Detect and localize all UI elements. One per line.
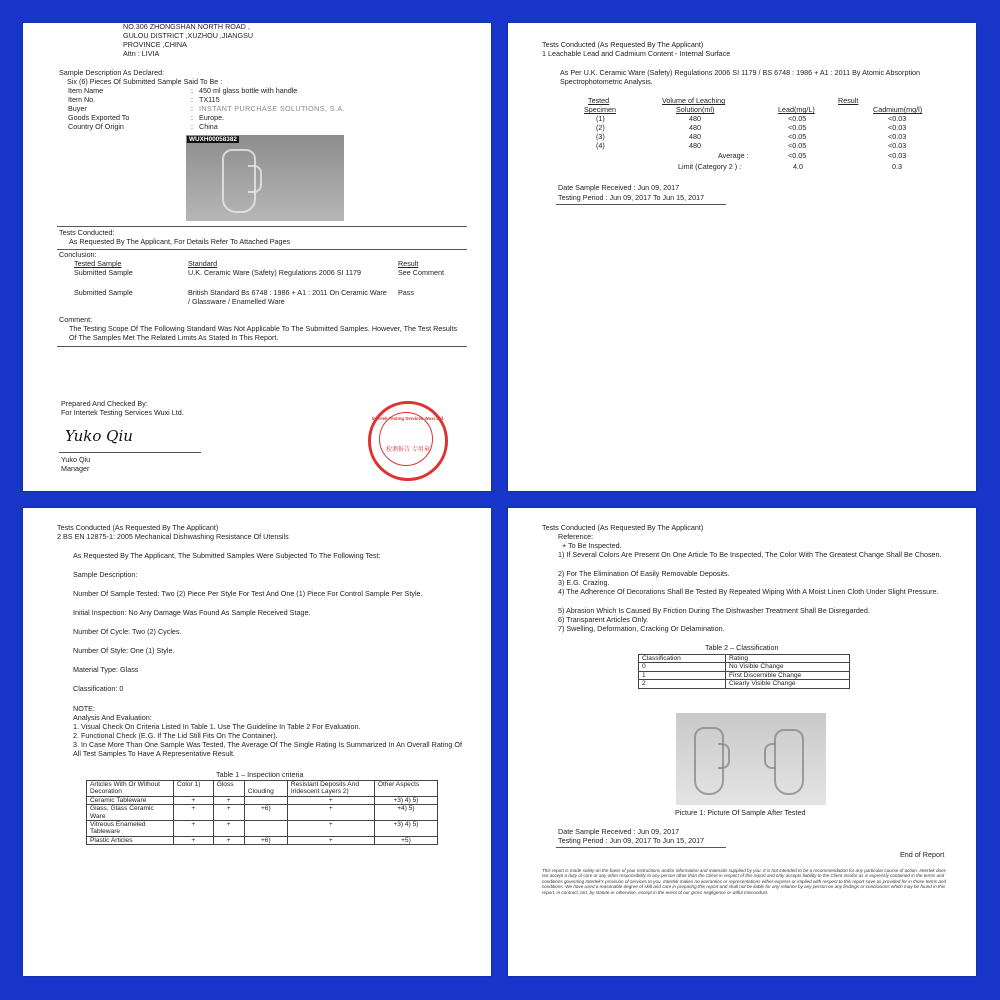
reference-item: 7) Swelling, Deformation, Cracking Or Delamination. [558,624,725,633]
row-cad: <0.03 [888,141,907,150]
text-line: Number Of Sample Tested: Two (2) Piece Per Style For Test And One (1) Piece For Control Sample Per Style. [73,589,423,598]
tests-text: As Requested By The Applicant, For Details Refer To Attached Pages [69,237,291,246]
divider [556,204,726,205]
table-caption: Table 2 – Classification [705,643,779,652]
row-vol: 480 [689,141,701,150]
reference-item: 3) E.G. Crazing. [558,578,610,587]
disclaimer: This report is made solely on the basis of your instructions and/or information and materials supplied by you. It is not intended to be a recommendation for any particular course of action. Intertek does not accept a duty of care or any other responsibility to any person other than the Client in respect of this report and only accepts liability to the Client insofar as is expressly contained in the terms and conditions governing Intertek's provision of services to you. Intertek makes no warranties or representations either express or implied with respect to this report save as provided for in those terms and conditions. We have used a reasonable degree of skill and care in preparing this report and shall not be liable for any reliance by any person on any findings or conclusions which may be found in this report, in contract, tort, by statute or otherwise, except in the event of our gross negligence or wilful misconduct. [542,868,947,895]
sample-heading: Sample Description As Declared: [59,68,165,77]
col-tested-sample: Tested Sample [74,259,122,268]
divider [57,346,467,347]
reference-item: 4) The Adherence Of Decorations Shall Be Tested By Repeated Wiping With A Moist Linen Cloth Under Slight Pressure. [558,587,939,596]
stamp-sub: 检测报告 专用章 [386,447,430,453]
table-cell: Glass, Glass Ceramic Ware [87,805,174,821]
average-lead: <0.05 [788,151,807,160]
row-lead: <0.05 [788,114,807,123]
reference-item: 2) For The Elimination Of Easily Removable Deposits. [558,569,730,578]
table-header: Gloss [213,781,244,797]
text-line: Material Type: Glass [73,665,139,674]
date-received: Date Sample Received : Jun 09, 2017 [558,827,680,836]
table-cell: + [213,821,244,837]
method-text: As Per U.K. Ceramic Ware (Safety) Regulations 2006 SI 1179 / BS 6748 : 1986 + A1 : 2011 By Atomic Absorption Spectrophotometric Analysis. [560,68,921,86]
conclusion-standard: British Standard Bs 6748 : 1986 + A1 : 2011 On Ceramic Ware / Glassware / Enamelled Ware [188,288,387,306]
col-result: Result [838,96,859,105]
limit-label: Limit (Category 2 ) : [678,162,742,171]
table-header: Classification [639,655,726,663]
reference-heading: Reference: [558,532,594,541]
limit-cad: 0.3 [892,162,902,171]
col-cadmium: Cadmium(mg/l) [873,105,923,114]
jar-handle [248,165,262,193]
note: NOTE: [73,704,95,713]
table-row [87,805,438,821]
table-cell: + [287,796,374,804]
row-vol: 480 [689,123,701,132]
conclusion-sample: Submitted Sample [74,288,133,297]
table-cell: +5) [374,836,437,844]
field-value: INSTANT PURCHASE SOLUTIONS, S.A. [199,104,345,113]
classification-table [638,654,850,689]
analysis-item: 2. Functional Check (E.G. If The Lid Still Fits On The Container). [73,731,278,740]
address-line-3: PROVINCE ,CHINA [123,40,187,49]
limit-lead: 4.0 [793,162,803,171]
company-stamp [368,401,448,481]
text-line: As Requested By The Applicant, The Submitted Samples Were Subjected To The Following Test: [73,551,381,560]
table-cell [244,821,287,837]
table-header: Rating [726,655,850,663]
row-spec: (4) [596,141,605,150]
jar-shape [774,729,804,795]
field-label: Goods Exported To [68,113,130,122]
field-value: China [199,122,218,131]
inspection-table [86,780,438,845]
table-cell: + [174,836,214,844]
address-line-2: GULOU DISTRICT ,XUZHOU ,JIANGSU [123,31,254,40]
reference-item: 1) If Several Colors Are Present On One Article To Be Inspected, The Color With The Greatest Change Shall Be Chosen. [558,550,942,559]
table-row [87,836,438,844]
table-cell: 0 [639,663,726,671]
table-cell: +3) 4) 5) [374,796,437,804]
report-page-1: NO.306 ZHONGSHAN NORTH ROAD , GULOU DISTRICT ,XUZHOU ,JIANGSU PROVINCE ,CHINA Attn : LIVIA Sample Description As Declared: Six (6) Pieces Of Submitted Sample Said To Be : Item Name : 450 ml glass bottle with handle Item No. : TX115 Buyer : INSTANT PURCHASE SOLUTIONS, S.A. Goods Exported To : Europe. Country Of Origin : China WUXH00058382 Tests Conducted: As Requested By The Applicant, For Details Refer To Attached Pages Conclusion: Tested Sample Standard Result Submitted Sample U.K. Ceramic Ware (Safety) Regulations 2006 SI 1179 See Comment Submitted Sample British Standard Bs 6748 : 1986 + A1 : 2011 On Ceramic Ware / Glassware / Enamelled Ware Pass Comment: The Testing Scope Of The Following Standard Was Not Applicable To The Submitted Samples. However, The Test Results Of The Samples Met The Related Limits As Stated In This Report. Prepared And Checked By: For Intertek Testing Services Wuxi Ltd. Yuko Qiu Yuko Qiu Manager Intertek Testing Services Wuxi Ltd. 检测报告 专用章 [23,23,491,491]
table-cell: + [287,821,374,837]
table-cell: 1 [639,671,726,679]
field-label: Country Of Origin [68,122,124,131]
table-caption: Table 1 – Inspection criteria [216,770,304,779]
date-received: Date Sample Received : Jun 09, 2017 [558,183,680,192]
table-cell: Ceramic Tableware [87,796,174,804]
row-vol: 480 [689,114,701,123]
sample-photo [186,135,344,221]
end-of-report: End of Report [900,850,945,859]
address-line-1: NO.306 ZHONGSHAN NORTH ROAD , [123,23,250,31]
table-cell [244,796,287,804]
field-label: Buyer [68,104,87,113]
row-lead: <0.05 [788,132,807,141]
table-cell: + [213,836,244,844]
divider [57,226,467,227]
jar-handle [718,743,730,769]
row-cad: <0.03 [888,114,907,123]
report-page-3 [23,508,491,976]
conclusion-heading: Conclusion: [59,250,97,259]
analysis-heading: Analysis And Evaluation: [73,713,152,722]
table-row [87,821,438,837]
report-page-4 [508,508,976,976]
text-line: Initial Inspection: No Any Damage Was Found As Sample Received Stage. [73,608,311,617]
tests-heading: Tests Conducted: [59,228,115,237]
table-cell: Plastic Articles [87,836,174,844]
table-cell: +6) [244,805,287,821]
table-cell: +3) 4) 5) [374,821,437,837]
analysis-item: 1. Visual Check On Criteria Listed In Table 1. Use The Guideline In Table 2 For Evaluation. [73,722,361,731]
picture-caption: Picture 1: Picture Of Sample After Tested [675,808,806,817]
table-header: Resistant Deposits And Iridescent Layers 2) [287,781,374,797]
col-volume: Volume of Leaching [662,96,726,105]
table-row [639,663,850,671]
table-header-row [639,655,850,663]
table-header: Color 1) [174,781,214,797]
reference-item: 6) Transparent Articles Only. [558,615,649,624]
row-lead: <0.05 [788,123,807,132]
table-cell: 2 [639,680,726,688]
testing-period: Testing Period : Jun 09, 2017 To Jun 15, 2017 [558,836,705,845]
table-header-row [87,781,438,797]
table-cell: +6) [244,836,287,844]
col-solution: Solution(ml) [676,105,715,114]
table-row [87,796,438,804]
table-cell: + [174,821,214,837]
text-line: Sample Description: [73,570,138,579]
col-tested: Tested [588,96,610,105]
page-header: Tests Conducted (As Requested By The Applicant) [542,40,704,49]
table-cell: + [174,805,214,821]
text-line: Number Of Style: One (1) Style. [73,646,175,655]
address-attn: Attn : LIVIA [123,49,160,58]
signature: Yuko Qiu [65,427,133,445]
sample-intro: Six (6) Pieces Of Submitted Sample Said To Be : [67,77,223,86]
report-page-2 [508,23,976,491]
comment-text: The Testing Scope Of The Following Standard Was Not Applicable To The Submitted Samples. However, The Test Results Of The Samples Met The Related Limits As Stated In This Report. [69,324,458,342]
analysis-item: 3. In Case More Than One Sample Was Tested, The Average Of The Single Rating Is Summarized In An Overall Rating Of All Test Samples To Have A Representative Result. [73,740,462,758]
table-cell: + [213,796,244,804]
stamp-text: Intertek Testing Services Wuxi Ltd. [371,416,445,421]
conclusion-sample: Submitted Sample [74,268,133,277]
field-value: 450 ml glass bottle with handle [199,86,298,95]
row-lead: <0.05 [788,141,807,150]
conclusion-standard: U.K. Ceramic Ware (Safety) Regulations 2006 SI 1179 [188,268,361,277]
conclusion-result: See Comment [398,268,444,277]
signature-line [59,452,201,453]
row-spec: (1) [596,114,605,123]
prepared-for: For Intertek Testing Services Wuxi Ltd. [61,408,184,417]
reference-item: + To Be Inspected. [562,541,622,550]
row-vol: 480 [689,132,701,141]
table-row [639,680,850,688]
table-cell: Vitreous Enameled Tableware [87,821,174,837]
row-cad: <0.03 [888,132,907,141]
reference-item: 5) Abrasion Which Is Caused By Friction During The Dishwasher Treatment Shall Be Disregarded. [558,606,870,615]
average-label: Average : [718,151,749,160]
row-spec: (3) [596,132,605,141]
table-cell: First Discernible Change [726,671,850,679]
comment-heading: Comment: [59,315,93,324]
text-line: Classification: 0 [73,684,124,693]
table-cell: + [174,796,214,804]
field-label: Item No. [68,95,96,104]
testing-period: Testing Period : Jun 09, 2017 To Jun 15, 2017 [558,193,705,202]
page-header: Tests Conducted (As Requested By The Applicant) [57,523,219,532]
table-header: Clouding [244,781,287,797]
text-line: Number Of Cycle: Two (2) Cycles. [73,627,182,636]
row-spec: (2) [596,123,605,132]
photo-tag: WUXH00058382 [189,136,237,143]
conclusion-result: Pass [398,288,414,297]
section-title: 1 Leachable Lead and Cadmium Content - Internal Surface [542,49,731,58]
field-value: TX115 [199,95,220,104]
average-cad: <0.03 [888,151,907,160]
field-label: Item Name [68,86,104,95]
table-row [639,671,850,679]
table-cell: + [287,836,374,844]
page-header: Tests Conducted (As Requested By The Applicant) [542,523,704,532]
after-test-photo [676,713,826,805]
table-cell: + [213,805,244,821]
table-cell: No Visible Change [726,663,850,671]
divider [556,847,726,848]
table-cell: +4) 5) [374,805,437,821]
prepared-by: Prepared And Checked By: [61,399,148,408]
col-standard: Standard [188,259,218,268]
table-header: Other Aspects [374,781,437,797]
col-result: Result [398,259,419,268]
jar-handle [764,743,776,769]
col-specimen: Specimen [584,105,616,114]
signer-title: Manager [61,464,90,473]
divider [57,249,467,250]
field-value: Europe. [199,113,225,122]
table-cell: Clearly Visible Change [726,680,850,688]
table-cell: + [287,805,374,821]
signer-name: Yuko Qiu [61,455,91,464]
row-cad: <0.03 [888,123,907,132]
col-lead: Lead(mg/L) [778,105,815,114]
table-header: Articles With Or Without Decoration [87,781,174,797]
section-title: 2 BS EN 12875-1: 2005 Mechanical Dishwashing Resistance Of Utensils [57,532,289,541]
